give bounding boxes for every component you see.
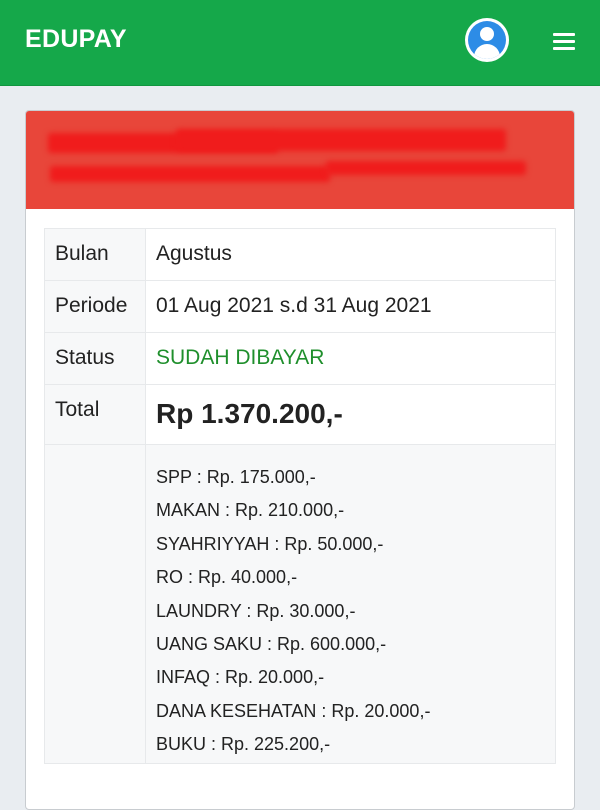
total-amount: Rp 1.370.200,- bbox=[156, 398, 343, 429]
table-row-bulan bbox=[45, 229, 556, 281]
bulan-label: Bulan bbox=[55, 242, 109, 265]
value-cell bbox=[146, 333, 556, 385]
list-item: MAKAN : Rp. 210.000,- bbox=[156, 500, 345, 521]
label-cell bbox=[45, 385, 146, 445]
avatar-head-shape bbox=[480, 27, 494, 41]
menu-line bbox=[553, 33, 575, 36]
label-cell bbox=[45, 229, 146, 281]
list-item: SPP : Rp. 175.000,- bbox=[156, 467, 316, 487]
menu-line bbox=[553, 47, 575, 50]
list-item: INFAQ : Rp. 20.000,- bbox=[156, 667, 325, 688]
payment-details-table bbox=[44, 228, 556, 764]
app-header bbox=[0, 0, 600, 86]
value-cell bbox=[146, 385, 556, 445]
value-cell bbox=[146, 281, 556, 333]
label-cell bbox=[45, 333, 146, 385]
menu-line bbox=[553, 40, 575, 43]
redaction-mark bbox=[326, 161, 526, 175]
items-cell bbox=[146, 445, 556, 764]
status-label: Status bbox=[55, 346, 115, 369]
app-brand[interactable]: EDUPAY bbox=[25, 25, 127, 53]
avatar-circle bbox=[468, 21, 506, 59]
table-row-status bbox=[45, 333, 556, 385]
payment-card bbox=[25, 110, 575, 810]
table-row-items bbox=[45, 445, 556, 764]
total-label: Total bbox=[55, 398, 100, 421]
empty-label-cell bbox=[45, 445, 146, 764]
periode-value: 01 Aug 2021 s.d 31 Aug 2021 bbox=[156, 294, 432, 317]
card-header-redacted bbox=[26, 111, 574, 209]
avatar-body-shape bbox=[474, 44, 500, 59]
list-item: SYAHRIYYAH : Rp. 50.000,- bbox=[156, 533, 384, 554]
list-item: DANA KESEHATAN : Rp. 20.000,- bbox=[156, 700, 431, 721]
hamburger-menu-icon[interactable] bbox=[553, 33, 575, 51]
list-item: UANG SAKU : Rp. 600.000,- bbox=[156, 634, 387, 655]
label-cell bbox=[45, 281, 146, 333]
list-item: LAUNDRY : Rp. 30.000,- bbox=[156, 600, 356, 621]
list-item: BUKU : Rp. 225.200,- bbox=[156, 734, 331, 755]
redaction-mark bbox=[50, 166, 330, 182]
periode-label: Periode bbox=[55, 294, 128, 317]
redaction-mark bbox=[176, 129, 506, 151]
table-row-total bbox=[45, 385, 556, 445]
fee-items-list bbox=[156, 445, 555, 762]
value-cell bbox=[146, 229, 556, 281]
bulan-value: Agustus bbox=[156, 242, 232, 265]
table-row-periode bbox=[45, 281, 556, 333]
status-value: SUDAH DIBAYAR bbox=[156, 346, 325, 369]
list-item: RO : Rp. 40.000,- bbox=[156, 567, 298, 588]
user-avatar-icon[interactable] bbox=[465, 18, 509, 62]
